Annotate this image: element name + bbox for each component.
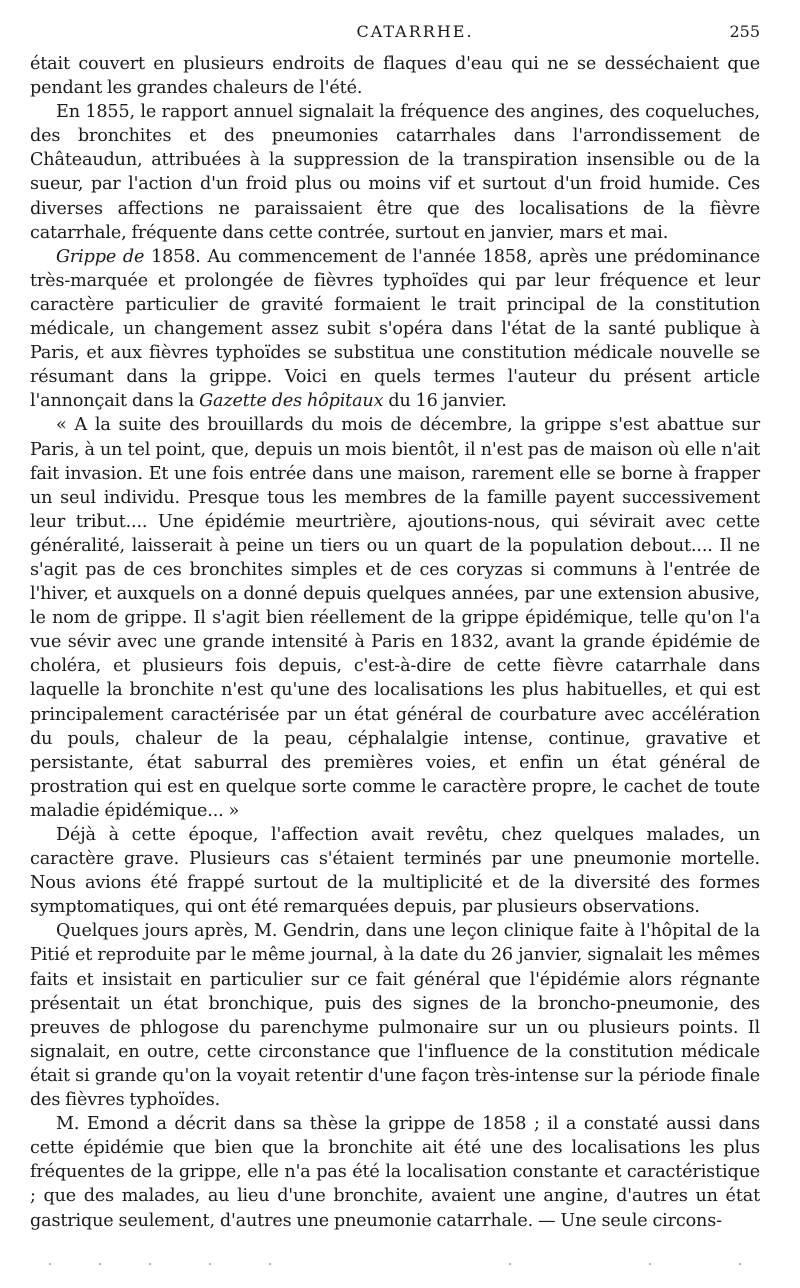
scan-specks xyxy=(40,1262,770,1266)
running-title: CATARRHE. xyxy=(356,22,474,41)
italic-text: Grippe de xyxy=(56,246,145,267)
paragraph xyxy=(30,919,760,1112)
book-page xyxy=(30,22,760,1233)
paragraph xyxy=(30,1112,760,1232)
paragraph-text: Quelques jours après, M. Gendrin, dans une leçon clinique faite à l'hôpital de la Pitié et reproduite par le même journal, à la date du 26 janvier, signalait les mêmes faits et insistait en particulier sur ce fait général que l'épidémie alors régnante présentait un état bronchique, puis des signes de la broncho-pneumonie, des preuves de phlogose du parenchyme pulmonaire sur un ou plusieurs points. Il signalait, en outre, cette circonstance que l'influence de la constitution médicale était si grande qu'on la voyait retentir d'une façon très-intense sur la période finale des fièvres typhoïdes. xyxy=(30,921,760,1111)
paragraph xyxy=(30,100,760,245)
paragraph-text: du 16 janvier. xyxy=(383,391,507,412)
body-text xyxy=(30,52,760,1233)
paragraph xyxy=(30,245,760,414)
paragraph xyxy=(30,413,760,823)
italic-text: Gazette des hôpitaux xyxy=(199,391,384,412)
paragraph-text: M. Emond a décrit dans sa thèse la grippe de 1858 ; il a constaté aussi dans cette épidémie que bien que la bronchite ait été une des localisations les plus fréquentes de la grippe, elle n'a pas été la localisation constante et caractéristique ; que des malades, au lieu d'une bronchite, avaient une angine, d'autres un état gastrique seulement, d'autres une pneumonie catarrhale. — Une seule circons- xyxy=(30,1114,760,1231)
paragraph-text: 1858. Au commencement de l'année 1858, après une prédominance très-marquée et prolongée de fièvres typhoïdes qui par leur fréquence et leur caractère particulier de gravité formaient le trait principal de la constitution médicale, un changement assez subit s'opéra dans l'état de la santé publique à Paris, et aux fièvres typhoïdes se substitua une constitution médicale nouvelle se résumant dans la grippe. Voici en quels termes l'auteur du présent article l'annonçait dans la xyxy=(30,246,760,412)
paragraph-text: « A la suite des brouillards du mois de décembre, la grippe s'est abattue sur Paris, à un tel point, que, depuis un mois bientôt, il n'est pas de maison où elle n'ait fait invasion. Et une fois entrée dans une maison, rarement elle se borne à frapper un seul individu. Presque tous les membres de la famille payent successivement leur tribut.... Une épidémie meurtrière, ajoutions-nous, qui sévirait avec cette généralité, laisserait à peine un tiers ou un quart de la population debout.... Il ne s'agit pas de ces bronchites simples et de ces coryzas si communs à l'entrée de l'hiver, et auxquels on a donné depuis quelques années, par une extension abusive, le nom de grippe. Il s'agit bien réellement de la grippe épidémique, telle qu'on l'a vue sévir avec une grande intensité à Paris en 1832, avant la grande épidémie de choléra, et plusieurs fois depuis, c'est-à-dire de cette fièvre catarrhale dans laquelle la bronchite n'est qu'une des localisations les plus habituelles, et qui est principalement caractérisée par un état général de courbature avec accélération du pouls, chaleur de la peau, céphalalgie intense, continue, gravative et persistante, état saburral des premières voies, et enfin un état général de prostration qui est en quelque sorte comme le caractère propre, le cachet de toute maladie épidémique... » xyxy=(30,415,760,821)
paragraph-text: Déjà à cette époque, l'affection avait revêtu, chez quelques malades, un caractère grave. Plusieurs cas s'étaient terminés par une pneumonie mortelle. Nous avions été frappé surtout de la multiplicité et de la diversité des formes symptomatiques, qui ont été remarquées depuis, par plusieurs observations. xyxy=(30,825,760,918)
paragraph-text: En 1855, le rapport annuel signalait la fréquence des angines, des coqueluches, des bronchites et des pneumonies catarrhales dans l'arrondissement de Châteaudun, attribuées à la suppression de la transpiration insensible ou de la sueur, par l'action d'un froid plus ou moins vif et surtout d'un froid humide. Ces diverses affections ne paraissaient être que des localisations de la fièvre catarrhale, fréquente dans cette contrée, surtout en janvier, mars et mai. xyxy=(30,102,760,243)
page-number: 255 xyxy=(729,22,760,41)
paragraph-text: était couvert en plusieurs endroits de flaques d'eau qui ne se desséchaient que pendant les grandes chaleurs de l'été. xyxy=(30,54,760,99)
page-header xyxy=(30,22,760,46)
paragraph xyxy=(30,52,760,100)
paragraph xyxy=(30,823,760,919)
